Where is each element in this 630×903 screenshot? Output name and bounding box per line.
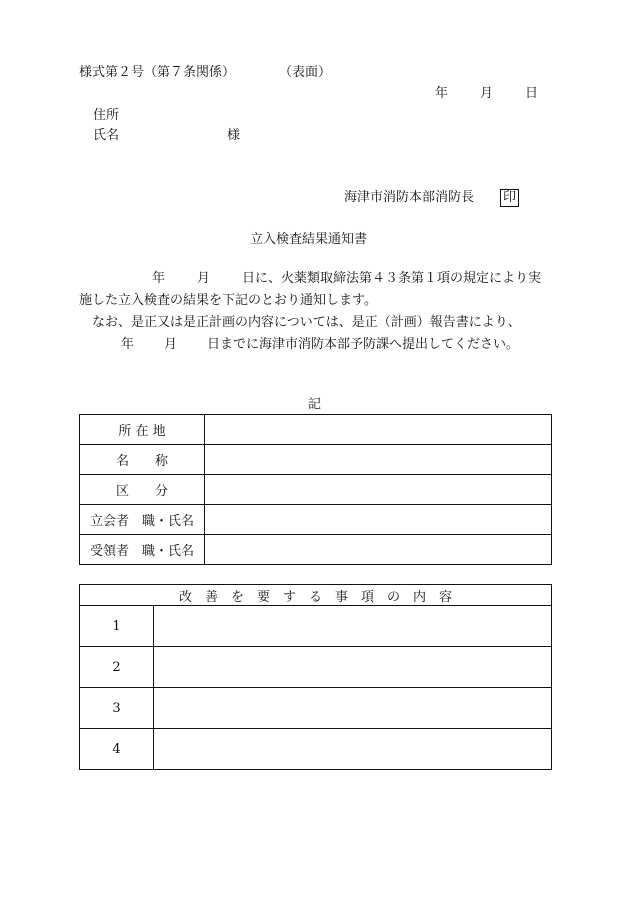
row-value-name[interactable] [205,445,552,475]
p2-prefix: なお、是正又は是正計画の内容については、是正（計画）報告書により、 [92,315,521,330]
row-label-recipient: 受領者 職・氏名 [80,535,205,565]
table-row [80,445,552,475]
paragraph-1 [79,268,551,312]
item-number: 4 [80,729,154,770]
row-label-category: 区 分 [80,475,205,505]
name-line [93,127,240,145]
improvement-header: 改 善 を 要 す る 事 項 の 内 容 [80,585,552,606]
doc-title: 立入検査結果通知書 [250,232,368,247]
row-value-recipient[interactable] [205,535,552,565]
item-content[interactable] [154,647,552,688]
p2-month: 月 [164,337,178,352]
row-label-name: 名 称 [80,445,205,475]
ki-heading: 記 [308,397,322,412]
item-number: 2 [80,647,154,688]
table-row [80,688,552,729]
table-row [80,475,552,505]
p1-year: 年 [152,271,166,286]
sender-line [344,189,519,207]
table-row [80,415,552,445]
p1-text: 日に、火薬類取締法第４３条第１項の規定により実施した立入検査の結果を下記のとおり通知します。 [79,271,542,308]
form-id-line [79,64,331,82]
row-label-location: 所 在 地 [80,415,205,445]
row-label-witness: 立会者 職・氏名 [80,505,205,535]
item-content[interactable] [154,729,552,770]
table-header-row [80,585,552,606]
seal-mark: 印 [500,189,519,207]
info-table [79,414,552,565]
item-number: 1 [80,606,154,647]
table-row [80,606,552,647]
row-value-location[interactable] [205,415,552,445]
name-label: 氏名 [93,128,120,143]
table-row [80,535,552,565]
p2-year: 年 [121,337,135,352]
form-side: （表面） [279,65,332,80]
date-header [435,85,538,103]
item-content[interactable] [154,688,552,729]
form-id: 様式第２号（第７条関係） [79,65,236,80]
address-label: 住所 [93,108,120,123]
table-row [80,505,552,535]
paragraph-2 [79,312,551,356]
item-content[interactable] [154,606,552,647]
row-value-category[interactable] [205,475,552,505]
honorific: 様 [227,128,241,143]
date-year: 年 [435,86,449,101]
table-row [80,647,552,688]
item-number: 3 [80,688,154,729]
date-month: 月 [480,86,494,101]
date-day: 日 [525,86,539,101]
improvement-table [79,584,552,770]
table-row [80,729,552,770]
sender-title: 海津市消防本部消防長 [344,190,475,205]
p1-month: 月 [197,271,211,286]
row-value-witness[interactable] [205,505,552,535]
p2-suffix: 日までに海津市消防本部予防課へ提出してください。 [207,337,520,352]
